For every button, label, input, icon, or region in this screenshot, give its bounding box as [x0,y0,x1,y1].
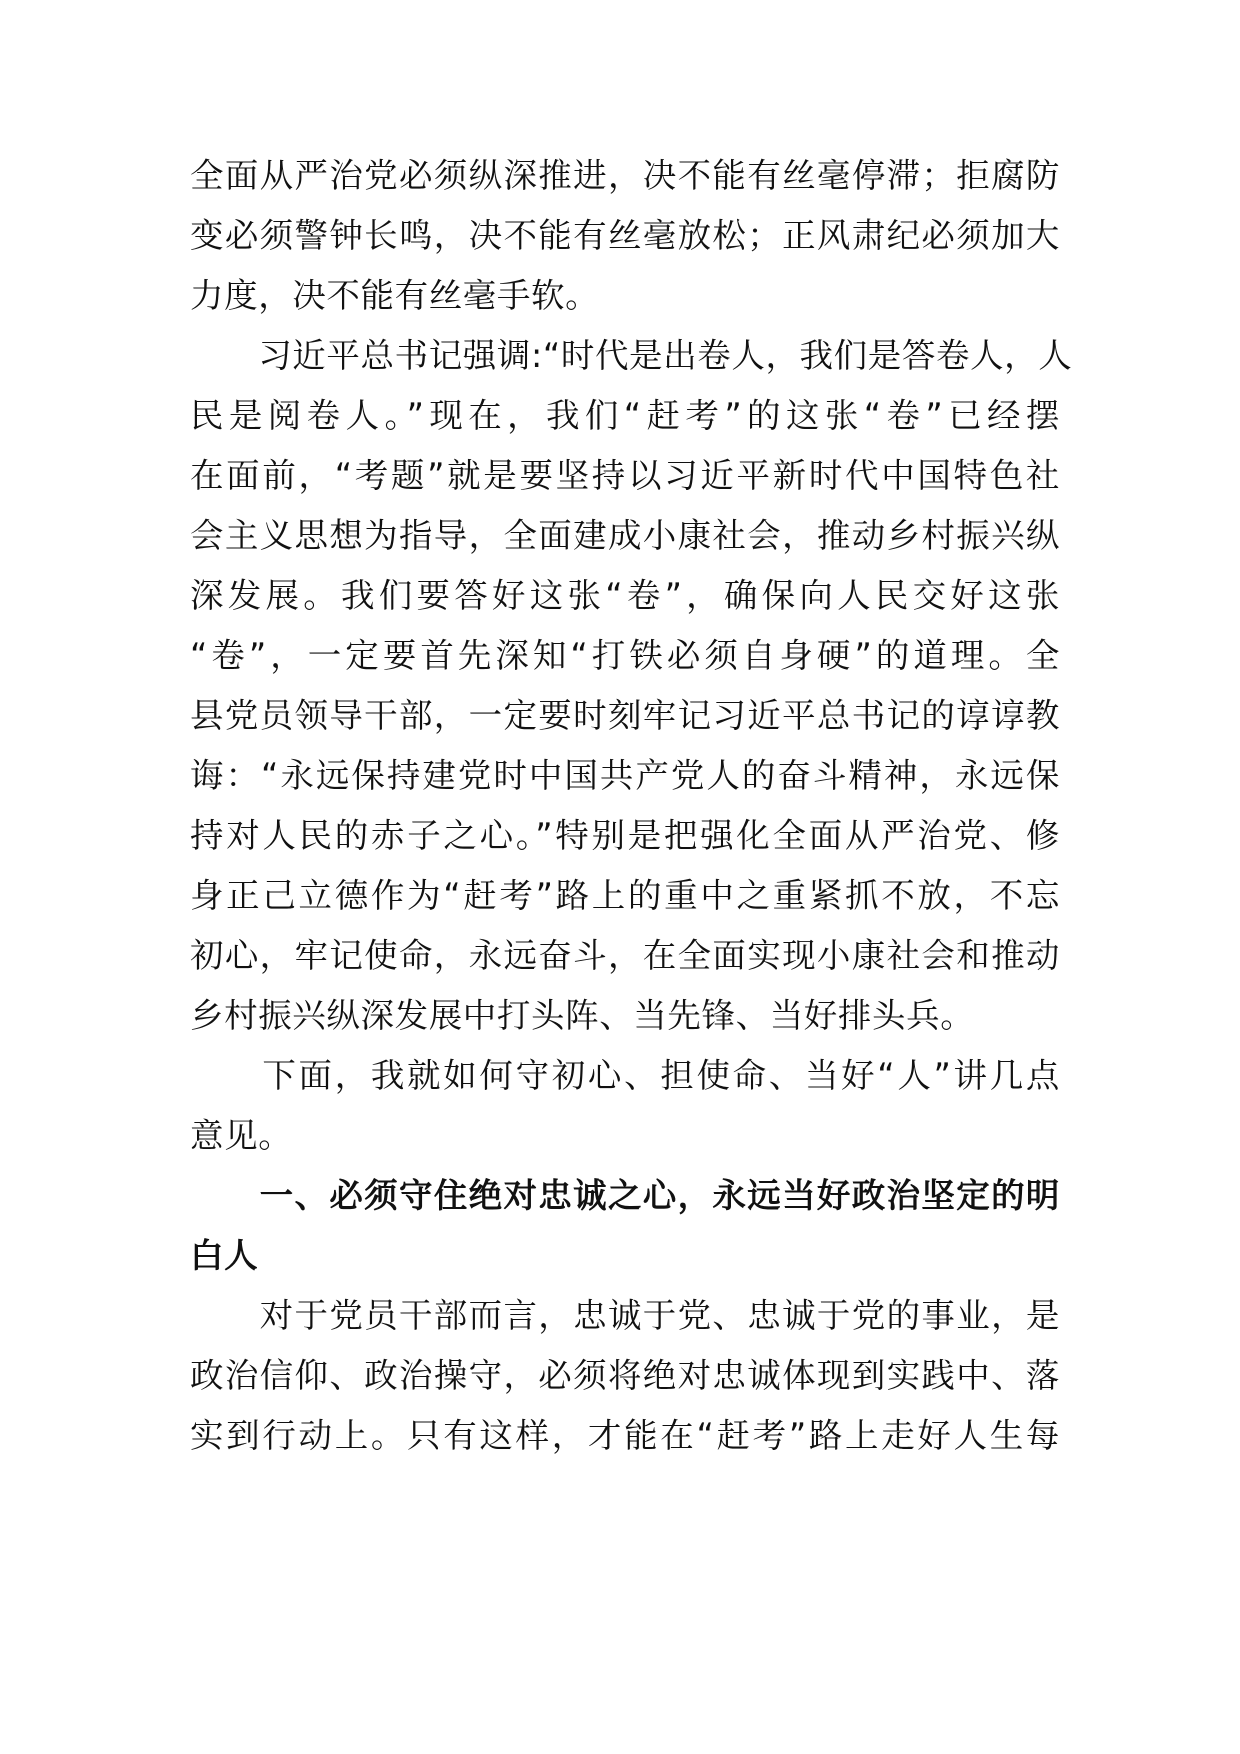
paragraph-line-1: 全面从严治党必须纵深推进，决不能有丝毫停滞；拒腐防 [190,156,1060,195]
paragraph-line-22: 实到行动上。只有这样，才能在“赶考”路上走好人生每 [190,1416,1060,1455]
paragraph-line-9: “卷”，一定要首先深知“打铁必须自身硬”的道理。全 [190,636,1060,675]
paragraph-line-21: 政治信仰、政治操守，必须将绝对忠诚体现到实践中、落 [190,1356,1060,1395]
paragraph-line-13: 身正己立德作为“赶考”路上的重中之重紧抓不放，不忘 [190,876,1060,915]
paragraph-line-2: 变必须警钟长鸣，决不能有丝毫放松；正风肃纪必须加大 [190,216,1060,255]
paragraph-line-7: 会主义思想为指导，全面建成小康社会，推动乡村振兴纵 [190,516,1060,555]
paragraph-line-12: 持对人民的赤子之心。”特别是把强化全面从严治党、修 [190,816,1060,855]
paragraph-line-11: 诲：“永远保持建党时中国共产党人的奋斗精神，永远保 [190,756,1060,795]
paragraph-line-10: 县党员领导干部，一定要时刻牢记习近平总书记的谆谆教 [190,696,1060,735]
paragraph-line-8: 深发展。我们要答好这张“卷”，确保向人民交好这张 [190,576,1060,615]
paragraph-line-5: 民是阅卷人。”现在，我们“赶考”的这张“卷”已经摆 [190,396,1060,435]
paragraph-line-20: 对于党员干部而言，忠诚于党、忠诚于党的事业，是 [190,1296,1060,1335]
paragraph-line-16: 下面，我就如何守初心、担使命、当好“人”讲几点 [190,1056,1060,1095]
paragraph-line-6: 在面前，“考题”就是要坚持以习近平新时代中国特色社 [190,456,1060,495]
section-heading-line-2: 白人 [190,1236,259,1275]
paragraph-line-14: 初心，牢记使命，永远奋斗，在全面实现小康社会和推动 [190,936,1060,975]
paragraph-line-17: 意见。 [190,1116,293,1155]
paragraph-line-15: 乡村振兴纵深发展中打头阵、当先锋、当好排头兵。 [190,996,975,1035]
paragraph-line-4: 习近平总书记强调:“时代是出卷人，我们是答卷人，人 [190,336,1073,375]
paragraph-line-3: 力度，决不能有丝毫手软。 [190,276,600,315]
section-heading-line-1: 一、必须守住绝对忠诚之心，永远当好政治坚定的明 [190,1176,1060,1215]
